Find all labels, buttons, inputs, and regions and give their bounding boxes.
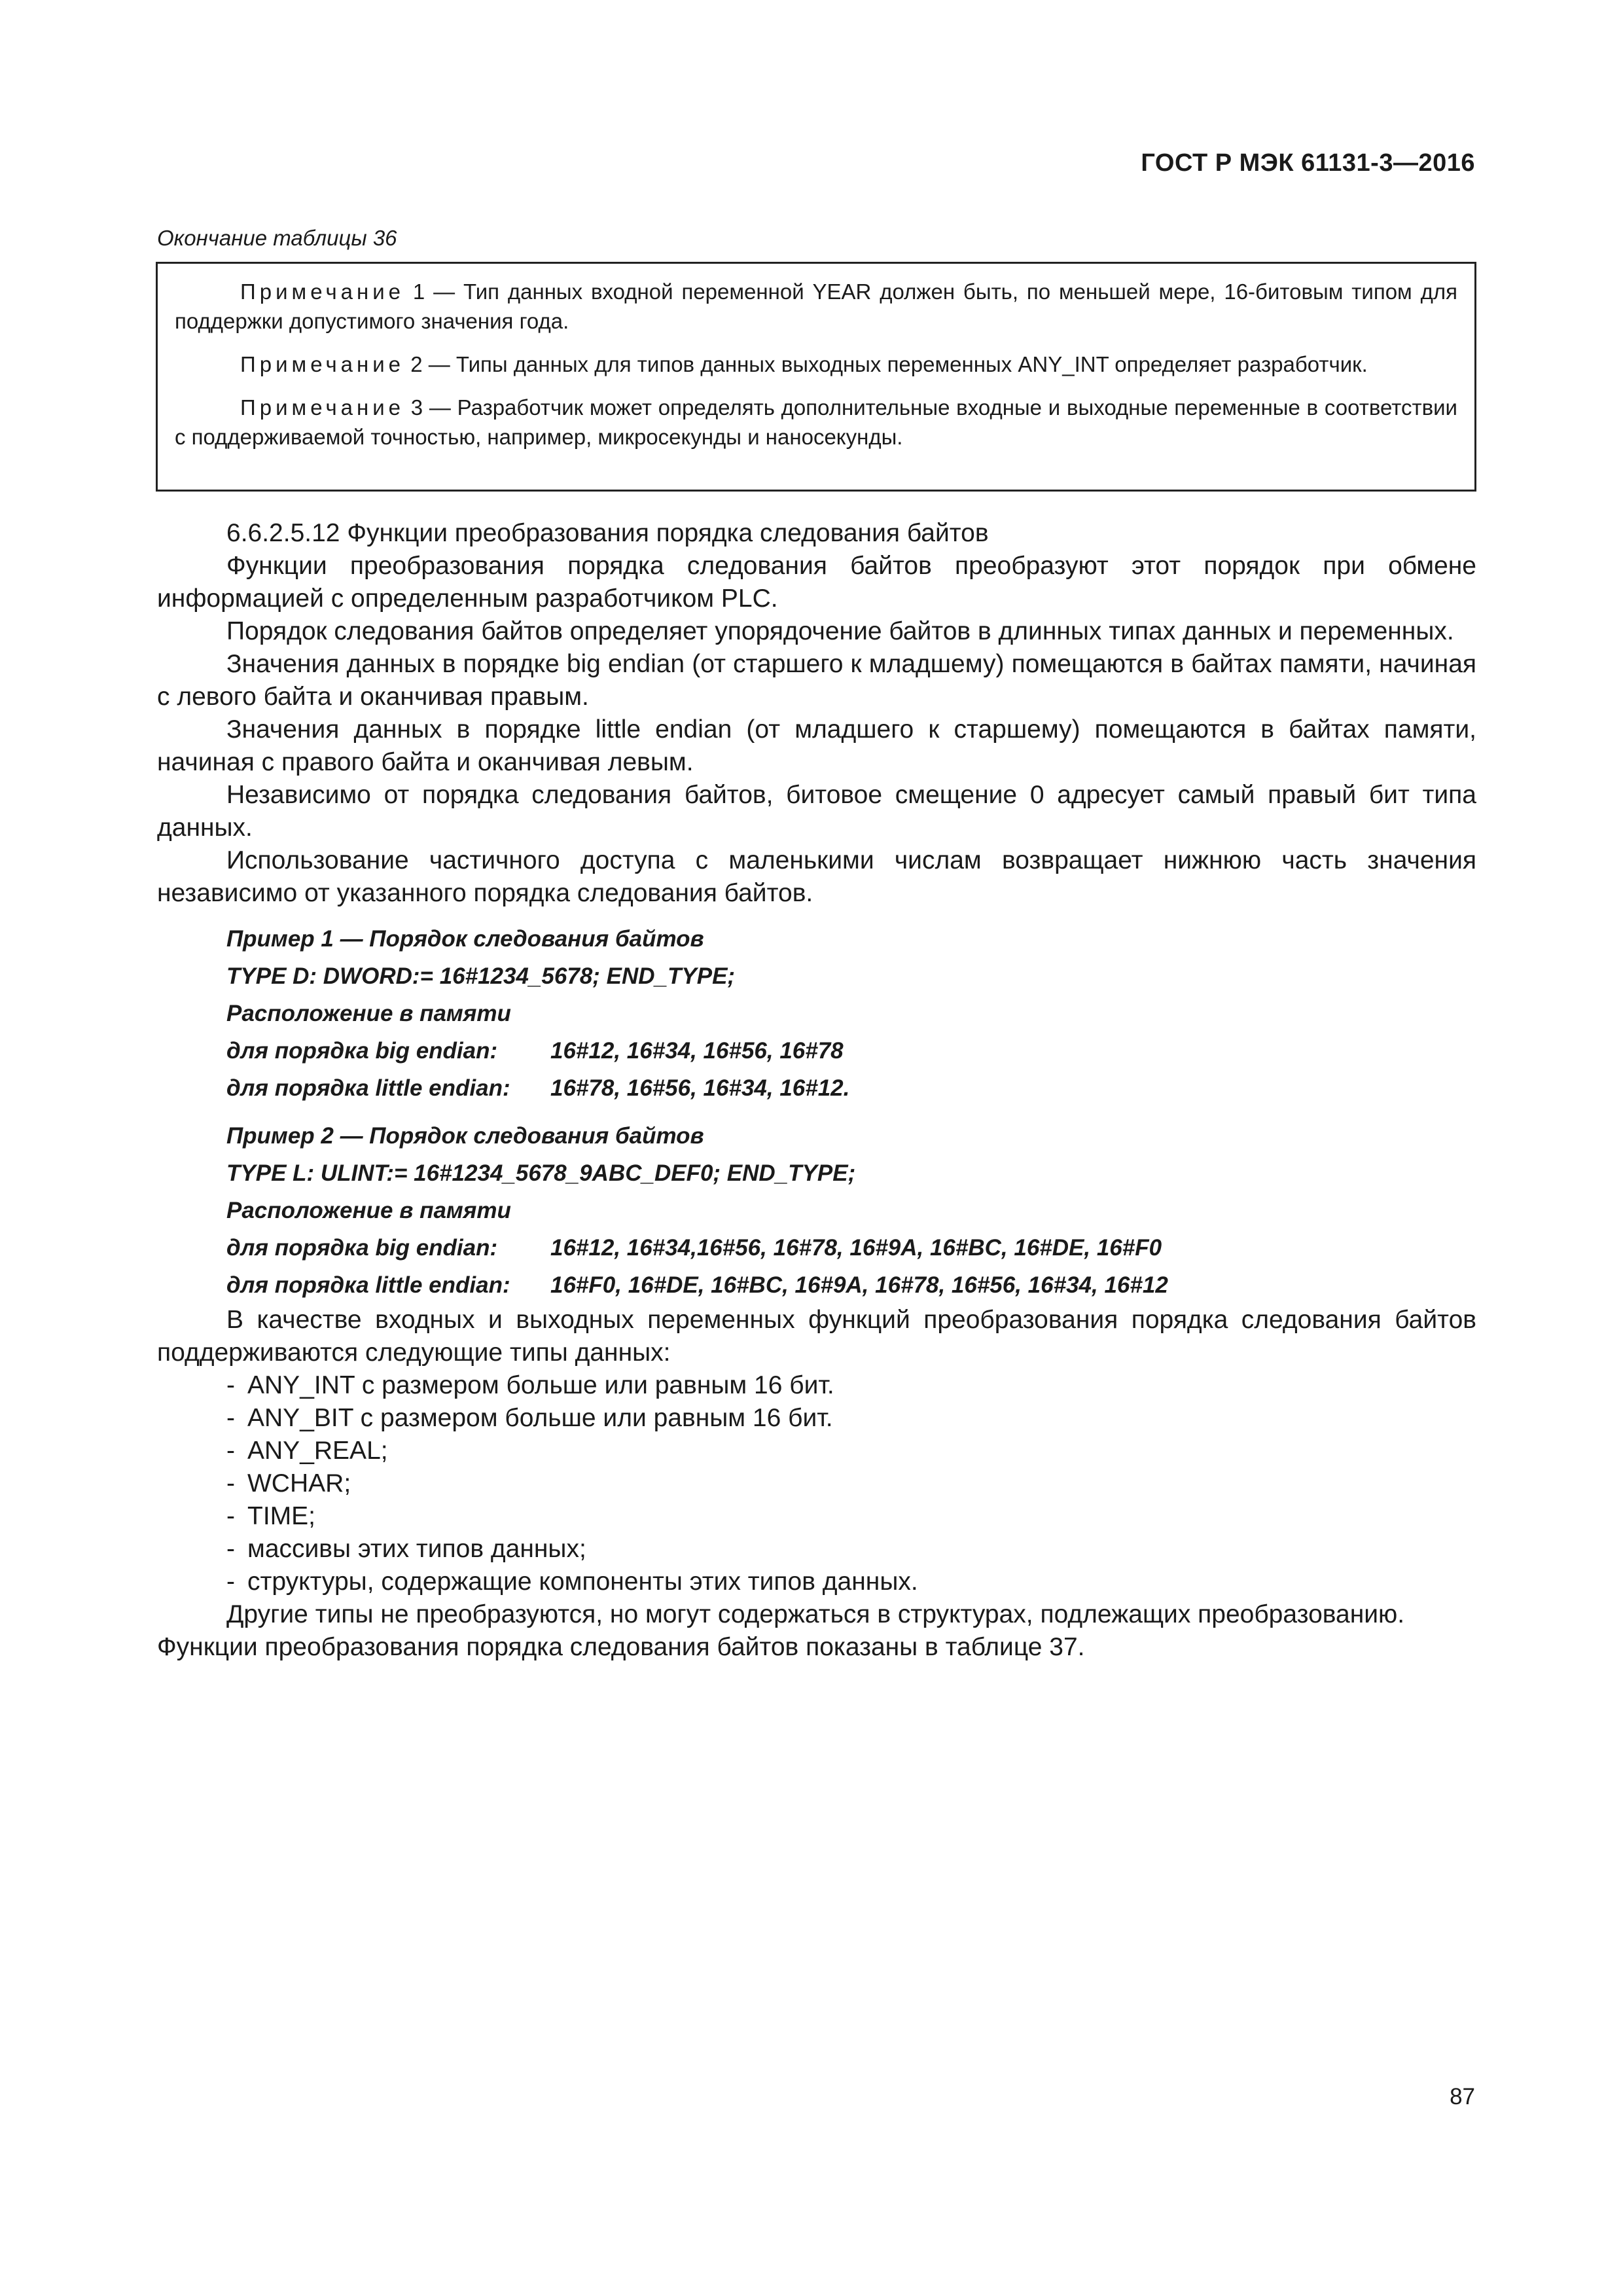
note-number: 1 (412, 279, 425, 304)
memory-heading: Расположение в памяти (226, 1198, 511, 1223)
standard-header: ГОСТ Р МЭК 61131-3—2016 (1141, 149, 1475, 177)
example-code: TYPE L: ULINT:= 16#1234_5678_9ABC_DEF0; END_TYPE; (226, 1160, 856, 1186)
note-label: Примечание (240, 279, 405, 304)
list-item: - ANY_BIT с размером больше или равным 16 бит. (226, 1404, 833, 1432)
types-intro: В качестве входных и выходных переменных функций преобразования порядка следования байтов поддерживаются следующие типы данных: (157, 1306, 1476, 1367)
list-item: - ANY_REAL; (226, 1437, 388, 1465)
document-body (157, 517, 1476, 1664)
little-endian-row (226, 1266, 1476, 1304)
notes-box (156, 262, 1476, 492)
list-item: - TIME; (226, 1502, 315, 1530)
memory-heading: Расположение в памяти (226, 1001, 511, 1026)
note-number: 2 (410, 352, 423, 376)
note-text: — Разработчик может определять дополнительные входные и выходные переменные в соответствии с поддерживаемой точностью, например, микросекунды и наносекунды. (175, 395, 1457, 449)
paragraph: Функции преобразования порядка следования байтов преобразуют этот порядок при обмене информацией с определенным разработчиком PLC. (157, 552, 1476, 613)
types-list (226, 1369, 1476, 1598)
example-title: Пример 2 — Порядок следования байтов (226, 1123, 704, 1149)
note-label: Примечание (240, 395, 405, 420)
section-title: 6.6.2.5.12 Функции преобразования порядка следования байтов (226, 519, 989, 547)
little-endian-label: для порядка little endian: (226, 1272, 510, 1298)
little-endian-value: 16#78, 16#56, 16#34, 16#12. (550, 1075, 850, 1101)
list-item: - массивы этих типов данных; (226, 1535, 586, 1563)
example-1 (226, 920, 1476, 1304)
paragraph: Значения данных в порядке big endian (от старшего к младшему) помещаются в байтах памяти, начиная с левого байта и оканчивая правым. (157, 650, 1476, 711)
list-item: - структуры, содержащие компоненты этих типов данных. (226, 1568, 918, 1596)
example-code: TYPE D: DWORD:= 16#1234_5678; END_TYPE; (226, 963, 736, 989)
big-endian-label: для порядка big endian: (226, 1038, 498, 1064)
list-item: - WCHAR; (226, 1469, 351, 1498)
closing-paragraph: Другие типы не преобразуются, но могут содержаться в структурах, подлежащих преобразованию. (226, 1600, 1405, 1628)
note-label: Примечание (240, 352, 405, 376)
big-endian-label: для порядка big endian: (226, 1235, 498, 1261)
big-endian-value: 16#12, 16#34, 16#56, 16#78 (550, 1038, 844, 1064)
little-endian-label: для порядка little endian: (226, 1075, 510, 1101)
note-text: — Типы данных для типов данных выходных переменных ANY_INT определяет разработчик. (422, 352, 1368, 376)
paragraph: Порядок следования байтов определяет упорядочение байтов в длинных типах данных и переменных. (226, 617, 1454, 645)
paragraph: Значения данных в порядке little endian (от младшего к старшему) помещаются в байтах памяти, начиная с правого байта и оканчивая левым. (157, 715, 1476, 776)
table-continuation-caption: Окончание таблицы 36 (157, 226, 397, 250)
note-number: 3 (410, 395, 423, 420)
little-endian-row (226, 1069, 1476, 1107)
closing-paragraph: Функции преобразования порядка следования байтов показаны в таблице 37. (157, 1633, 1085, 1661)
example-title: Пример 1 — Порядок следования байтов (226, 926, 704, 952)
page-number: 87 (1450, 2084, 1475, 2109)
paragraph: Использование частичного доступа с маленькими числам возвращает нижнюю часть значения независимо от указанного порядка следования байтов. (157, 846, 1476, 907)
note-3 (175, 393, 1457, 452)
big-endian-row (226, 1229, 1476, 1266)
note-2 (175, 350, 1457, 379)
list-item: - ANY_INT с размером больше или равным 16 бит. (226, 1371, 834, 1399)
paragraph: Независимо от порядка следования байтов, битовое смещение 0 адресует самый правый бит типа данных. (157, 781, 1476, 842)
little-endian-value: 16#F0, 16#DE, 16#BC, 16#9A, 16#78, 16#56, 16#34, 16#12 (550, 1272, 1168, 1298)
big-endian-row (226, 1032, 1476, 1069)
note-1 (175, 277, 1457, 336)
big-endian-value: 16#12, 16#34,16#56, 16#78, 16#9A, 16#BC, 16#DE, 16#F0 (550, 1235, 1162, 1261)
note-text: — Тип данных входной переменной YEAR должен быть, по меньшей мере, 16-битовым типом для поддержки допустимого значения года. (175, 279, 1457, 333)
